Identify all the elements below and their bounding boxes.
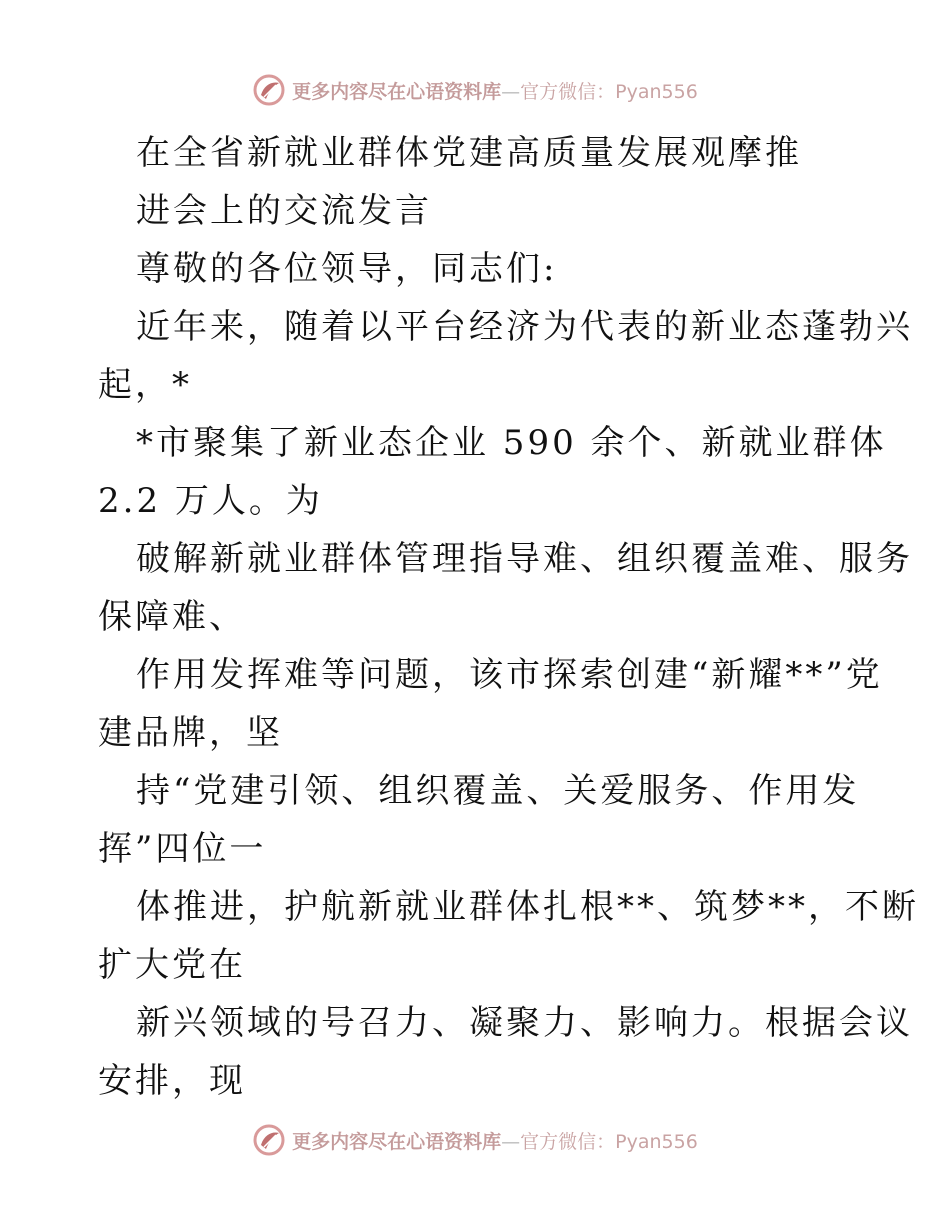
text-line: 安排，现 xyxy=(98,1061,246,1101)
watermark-main: 更多内容尽在心语资料库 xyxy=(292,80,502,103)
watermark-suffix: 官方微信：Pyan556 xyxy=(520,1130,698,1153)
brand-logo-icon xyxy=(252,1123,286,1157)
document-body xyxy=(98,124,919,1110)
text-line: *市聚集了新业态企业 590 余个、新就业群体 xyxy=(136,423,887,463)
watermark-separator: — xyxy=(501,1130,521,1153)
watermark-suffix: 官方微信：Pyan556 xyxy=(520,80,698,103)
text-line: 破解新就业群体管理指导难、组织覆盖难、服务 xyxy=(136,539,913,579)
watermark-text xyxy=(292,1127,698,1154)
text-line: 建品牌，坚 xyxy=(98,713,283,753)
watermark-separator: — xyxy=(501,80,521,103)
text-line: 挥”四位一 xyxy=(98,829,267,869)
text-line: 保障难、 xyxy=(98,597,246,637)
text-line: 近年来，随着以平台经济为代表的新业态蓬勃兴 xyxy=(136,307,913,347)
text-line: 在全省新就业群体党建高质量发展观摩推 xyxy=(136,133,802,173)
watermark-header xyxy=(0,70,950,110)
text-line: 起，* xyxy=(98,365,192,405)
text-line: 进会上的交流发言 xyxy=(136,191,432,231)
text-line: 2.2 万人。为 xyxy=(98,481,323,521)
text-line: 新兴领域的号召力、凝聚力、影响力。根据会议 xyxy=(136,1003,913,1043)
watermark-main: 更多内容尽在心语资料库 xyxy=(292,1130,502,1153)
brand-logo-icon xyxy=(252,73,286,107)
watermark-footer xyxy=(0,1120,950,1160)
text-line: 持“党建引领、组织覆盖、关爱服务、作用发 xyxy=(136,771,860,811)
text-line: 体推进，护航新就业群体扎根**、筑梦**，不断 xyxy=(136,887,919,927)
text-line: 扩大党在 xyxy=(98,945,246,985)
text-line: 作用发挥难等问题，该市探索创建“新耀**”党 xyxy=(136,655,883,695)
watermark-text xyxy=(292,77,698,104)
text-line: 尊敬的各位领导，同志们: xyxy=(136,249,558,289)
